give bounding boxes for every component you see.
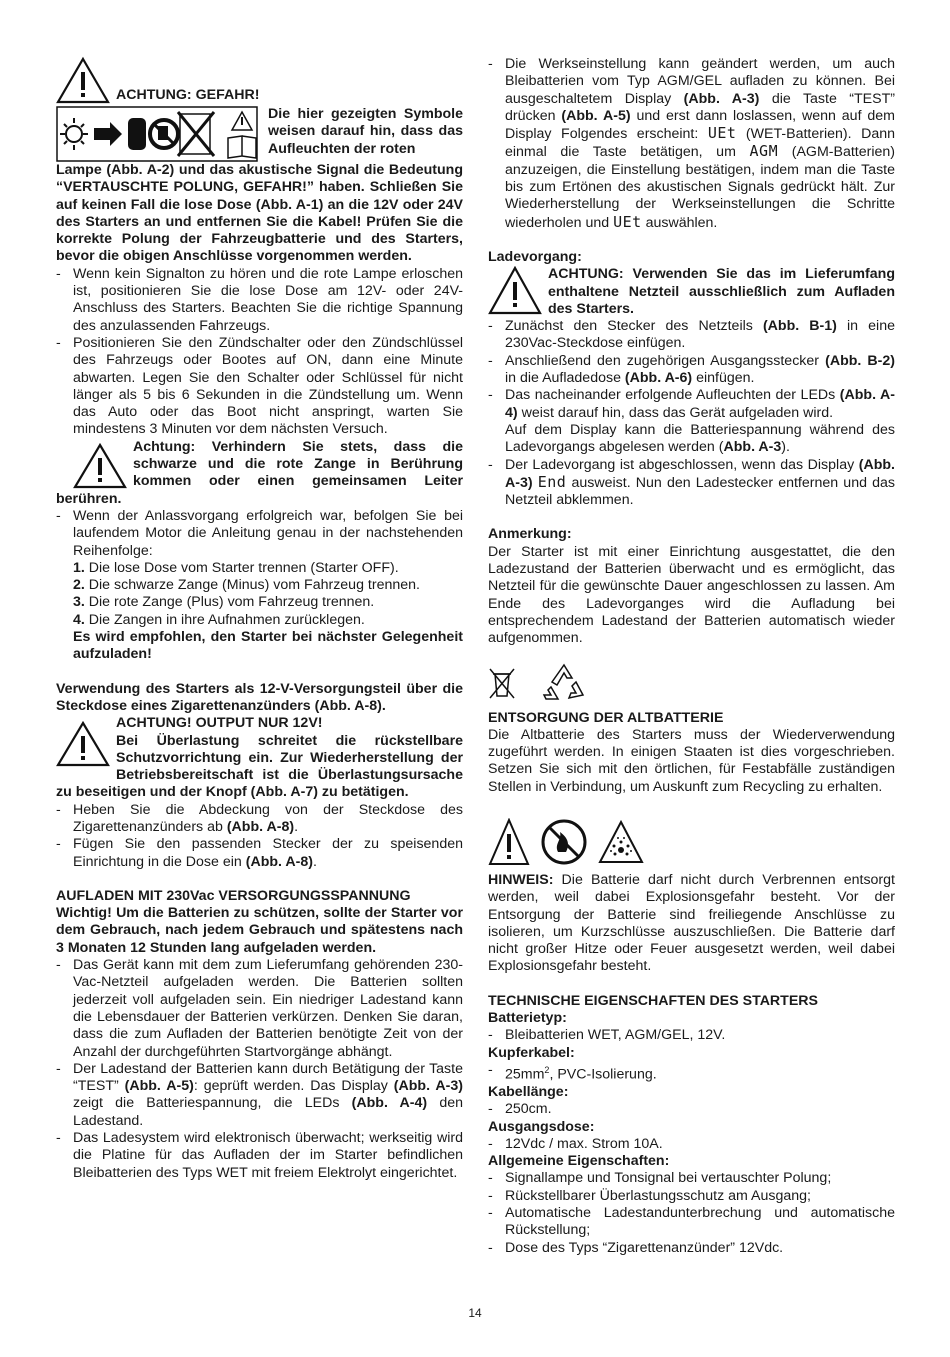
left-column [56, 56, 463, 1182]
kupferkabel-label: Kupferkabel: [488, 1044, 575, 1061]
crossed-bin-icon [488, 666, 516, 700]
output-heading: ACHTUNG! OUTPUT NUR 12V! [116, 715, 323, 732]
page-number: 14 [468, 1306, 482, 1320]
allgemeine-label: Allgemeine Eigenschaften: [488, 1153, 670, 1170]
warning-triangle-icon [73, 443, 127, 489]
tech-heading: TECHNISCHE EIGENSCHAFTEN DES STARTERS [488, 992, 819, 1009]
disposal-text: Die Altbatterie des Starters muss der Wiederverwendung zugeführt werden. In einigen Staaten ist dies vorgeschrieben. Setzen Sie sich mit den örtlichen, für Festabfälle zuständigen Stellen in Verbindung, um Auskunft zum Recycling zu erhalten. [488, 726, 895, 795]
lcd-wet-symbol: UEt [707, 124, 737, 143]
list-item: - Positionieren Sie den Zündschalter oder den Zündschlüssel des Fahrzeugs oder Bootes auf ON, dann eine Minute abwarten. Legen Sie den Schalter oder Schlüssel für nicht länger als 5 bis 6 Sekunden in die Zündstellung um. Wenn das Auto oder das Boot nicht anspringt, warten Sie mindestens 3 Minuten vor dem nächsten Versuch. [56, 334, 463, 438]
step: 4. Die Zangen in ihre Aufnahmen zurücklegen. [73, 611, 365, 628]
bullet: - [56, 265, 61, 282]
recycling-icon [542, 662, 586, 704]
disposal-icons [488, 660, 895, 706]
no-fire-icon [540, 818, 588, 866]
list-item: - Das Gerät kann mit dem zum Lieferumfang gehörenden 230-Vac-Netzteil aufgeladen werden. Die Batterien sollten jederzeit voll aufgeladen sein. Ein niedriger Ladestand kann die Lebensdauer der Batterien verkürzen. Denken Sie daran, dass die zum Aufladen der Batterien benötigte Zeit von der Anzahl der durchgeführten Startvorgänge abhängt. [56, 957, 463, 1060]
anmerkung-heading: Anmerkung: [488, 526, 572, 543]
ladevorgang-heading: Ladevorgang: [488, 248, 582, 265]
output-warning [56, 715, 463, 801]
list-item: - Dose des Typs “Zigarettenanzünder” 12Vdc. [488, 1239, 784, 1256]
output-text: Bei Überlastung schreitet die rückstellbare Schutzvorrichtung ein. Zur Wiederherstellung der Betriebsbereitschaft ist die Überlastungsursache zu beseitigen und der Knopf (Abb. A-7) zu betätigen. [56, 732, 463, 801]
list-item: - Bleibatterien WET, AGM/GEL, 12V. [488, 1027, 726, 1044]
display-note: Auf dem Display kann die Batteriespannung während des Ladevorgangs abgelesen werden (Abb. A-3). [505, 421, 895, 456]
step: 1. Die lose Dose vom Starter trennen (Starter OFF). [73, 559, 399, 576]
clamps-warning-text: Achtung: Verhindern Sie stets, dass die schwarze und die rote Zange in Berührung kommen oder einen gemeinsamen Leiter berühren. [56, 438, 463, 507]
danger-heading: ACHTUNG: GEFAHR! [116, 86, 260, 103]
list-item: - Signallampe und Tonsignal bei vertauschter Polung; [488, 1170, 832, 1187]
list-item-factory-setting: - Die Werkseinstellung kann geändert werden, um auch Bleibatterien vom Typ AGM/GEL aufladen zu können. Bei ausgeschaltetem Display (Abb. A-3) die Taste “TEST” drücken (Abb. A-5) und erst dann loslassen, wenn auf dem Display Folgendes erscheint: UEt (WET-Batterien). Dann einmal die Taste betätigen, um AGM (AGM-Batterien) anzuzeigen, die Einstellung bestätigen, indem man die Taste bis zum Ertönen des akustischen Signals gedrückt hält. Zur Wiederherstellung der Werkseinstellungen die Schritte wiederholen und UEt auswählen. [488, 56, 896, 231]
danger-text-rest: Lampe (Abb. A-2) und das akustische Signal die Bedeutung “VERTAUSCHTE POLUNG, GEFAHR!” haben. Schließen Sie auf keinen Fall die lose Dose (Abb. A-1) an die 12V oder 24V des Starters an und entfernen Sie die Kabel! Prüfen Sie die korrekte Polung der Fahrzeugbatterie und des Starters, bevor die obigen Anschlüsse vorgenommen werden. [56, 162, 463, 265]
supply-heading: Verwendung des Starters als 12-V-Versorgungsteil über die Steckdose eines Zigarettenanzünders (Abb. A-8). [56, 680, 463, 714]
charge-important: Wichtig! Um die Batterien zu schützen, sollte der Starter vor dem Gebrauch, nach jedem Gebrauch und spätestens nach 3 Monaten 12 Stunden lang aufgeladen werden. [56, 905, 463, 956]
danger-text-side: Die hier gezeigten Symbole weisen darauf hin, dass das Aufleuchten der roten [268, 106, 463, 157]
list-item: - Der Ladevorgang ist abgeschlossen, wenn das Display (Abb. A-3) End ausweist. Nun den Ladestecker entfernen und das Netzteil abklemmen. [488, 456, 895, 509]
reverse-polarity-symbols-icon [56, 106, 258, 162]
list-item: - 12Vdc / max. Strom 10A. [488, 1135, 663, 1152]
step: 3. Die rote Zange (Plus) vom Fahrzeug trennen. [73, 594, 375, 611]
list-item: - Fügen Sie den passenden Stecker der zu speisenden Einrichtung in die Dose ein (Abb. A-8). [56, 836, 463, 870]
list-item: - 250cm. [488, 1101, 552, 1118]
list-item: - Anschließend den zugehörigen Ausgangsstecker (Abb. B-2) in die Aufladedose (Abb. A-6) einfügen. [488, 352, 895, 387]
list-item: - $25mm^2$, PVC-Isolierung. [488, 1061, 657, 1083]
batterietyp-label: Batterietyp: [488, 1010, 567, 1027]
list-item: - Wenn der Anlassvorgang erfolgreich war, befolgen Sie bei laufendem Motor die Anleitung genau in der nachstehenden Reihenfolge: [56, 507, 463, 559]
lade-warning [488, 266, 895, 318]
warning-triangle-icon [56, 56, 110, 104]
list-item: - Wenn kein Signalton zu hören und die rote Lampe erloschen ist, positionieren Sie die lose Dose am 12V- oder 24V-Anschluss des Starters. Beachten Sie die richtige Spannung des anzulassenden Fahrzeugs. [56, 265, 463, 334]
kabellaenge-label: Kabellänge: [488, 1083, 569, 1100]
hazard-icons [488, 816, 895, 868]
list-item: - Der Ladestand der Batterien kann durch Betätigung der Taste “TEST” (Abb. A-5): geprüft werden. Das Display (Abb. A-3) zeigt die Batteriespannung, die LEDs (Abb. A-4) den Ladestand. [56, 1060, 464, 1129]
list-item: - Rückstellbarer Überlastungsschutz am Ausgang; [488, 1187, 811, 1204]
recommend-text: Es wird empfohlen, den Starter bei nächster Gelegenheit aufzuladen! [73, 629, 463, 663]
list-item: - Automatische Ladestandunterbrechung und automatische Rückstellung; [488, 1205, 895, 1239]
list-connect [56, 266, 463, 439]
anmerkung-text: Der Starter ist mit einer Einrichtung ausgestattet, die den Ladezustand der Batterien überwacht und es ermöglicht, das Netzteil für die gewünschte Dauer angeschlossen zu lassen. Am Ende des Ladevorganges wird die Aufladung bei entsprechendem Ladestand der Batterien automatisch wieder aufgenommen. [488, 543, 895, 647]
list-item: - Das nacheinander erfolgende Aufleuchten der LEDs (Abb. A-4) weist darauf hin, dass das Gerät aufgeladen wird. [488, 387, 895, 421]
bullet: - [56, 334, 61, 351]
ausgangsdose-label: Ausgangsdose: [488, 1118, 595, 1135]
danger-block [56, 106, 463, 266]
danger-heading-row [56, 56, 463, 104]
lcd-agm-symbol: AGM [749, 142, 779, 161]
explosion-hazard-icon [598, 820, 644, 864]
list-item: - Zunächst den Stecker des Netzteils (Abb. B-1) in eine 230Vac-Steckdose einfügen. [488, 318, 895, 352]
warning-triangle-icon [488, 818, 530, 866]
list-item: - Das Ladesystem wird elektronisch überwacht; werkseitig wird die Platine für das Aufladen der im Starter befindlichen Bleibatterien des Typs WET mit freiem Elektrolyt eingerichtet. [56, 1130, 463, 1181]
list-item: - Heben Sie die Abdeckung von der Steckdose des Zigarettenanzünders ab (Abb. A-8). [56, 801, 463, 835]
bullet: - [56, 507, 61, 524]
disposal-heading: ENTSORGUNG DER ALTBATTERIE [488, 709, 724, 726]
lade-warning-text: ACHTUNG: Verwenden Sie das im Lieferumfang enthaltene Netzteil ausschließlich zum Aufladen des Starters. [548, 266, 895, 317]
hinweis-text: HINWEIS: Die Batterie darf nicht durch Verbrennen entsorgt werden, weil dabei Explosionsgefahr besteht. Vor der Entsorgung der Batterie sind freiliegende Anschlüsse zu isolieren, um Kurzschlüsse auszuschließen. Die Batterie darf nicht großer Hitze oder Feuer ausgesetzt werden, weil dabei Explosionsgefahr besteht. [488, 871, 895, 975]
right-column [488, 56, 895, 1257]
polarity-symbols-image [56, 106, 258, 162]
steps-list [56, 560, 463, 664]
clamps-warning [56, 439, 463, 508]
lcd-end-symbol: End [537, 472, 567, 491]
step: 2. Die schwarze Zange (Minus) vom Fahrzeug trennen. [73, 577, 420, 594]
warning-triangle-icon [488, 266, 542, 316]
lcd-wet-symbol: UEt [613, 212, 642, 231]
warning-triangle-icon [56, 721, 110, 767]
charge-heading: AUFLADEN MIT 230Vac VERSORGUNGSSPANNUNG [56, 887, 411, 904]
